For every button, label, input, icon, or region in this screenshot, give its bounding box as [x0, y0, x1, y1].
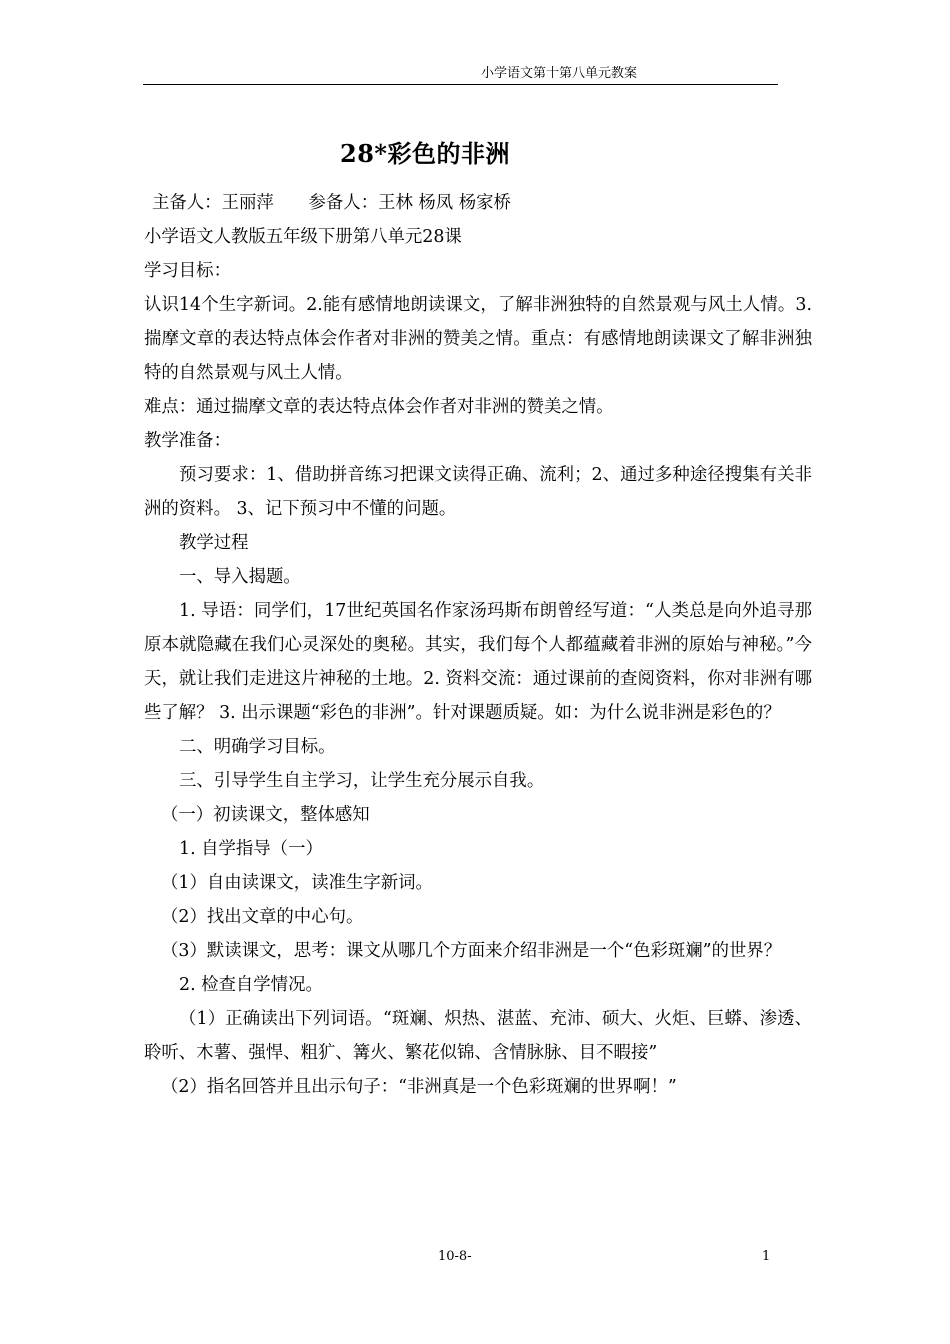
title-text: 28*彩色的非洲 — [340, 139, 510, 168]
guide-item-2: （2）找出文章的中心句。 — [161, 907, 364, 927]
document-body — [144, 186, 812, 1104]
teaching-process-heading: 教学过程 — [179, 533, 249, 553]
preview-requirements: 预习要求：1、借助拼音练习把课文读得正确、流利；2、通过多种途径搜集有关非洲的资料。 3、记下预习中不懂的问题。 — [144, 465, 812, 519]
section-one-heading: 一、导入揭题。 — [179, 567, 301, 587]
guide-item-1: （1）自由读课文，读准生字新词。 — [161, 873, 433, 893]
page-number: 1 — [762, 1249, 771, 1264]
section-three-heading: 三、引导学生自主学习，让学生充分展示自我。 — [179, 771, 545, 791]
subsection-first-reading: （一）初读课文，整体感知 — [161, 805, 370, 825]
learning-goals-text: 认识14个生字新词。2.能有感情地朗读课文，了解非洲独特的自然景观与风土人情。3.揣摩文章的表达特点体会作者对非洲的赞美之情。重点：有感情地朗读课文了解非洲独特的自然景观与风土人情。 — [144, 295, 812, 383]
course-info: 小学语文人教版五年级下册第八单元28课 — [144, 227, 462, 247]
difficulty-text: 难点：通过揣摩文章的表达特点体会作者对非洲的赞美之情。 — [144, 397, 614, 417]
introduction-text: 1. 导语：同学们，17世纪英国名作家汤玛斯布朗曾经写道：“人类总是向外追寻那原本就隐藏在我们心灵深处的奥秘。其实，我们每个人都蕴藏着非洲的原始与神秘。”今天，就让我们走进这片神秘的土地。2. 资料交流：通过课前的查阅资料，你对非洲有哪些了解？ 3. 出示课题“彩色的非洲”。针对课题质疑。如：为什么说非洲是彩色的？ — [144, 601, 812, 723]
header-text: 小学语文第十第八单元教案 — [481, 66, 638, 81]
page-header — [143, 66, 778, 85]
self-study-guide: 1. 自学指导（一） — [179, 839, 323, 859]
check-self-study: 2. 检查自学情况。 — [179, 975, 323, 995]
preparers-line: 主备人：王丽萍 参备人：王林 杨凤 杨家桥 — [152, 193, 511, 213]
vocabulary-list: （1）正确读出下列词语。“斑斓、炽热、湛蓝、充沛、硕大、火炬、巨蟒、渗透、聆听、木薯、强悍、粗犷、篝火、繁花似锦、含情脉脉、目不暇接” — [144, 1009, 812, 1063]
section-two-heading: 二、明确学习目标。 — [179, 737, 336, 757]
guide-item-3: （3）默读课文，思考：课文从哪几个方面来介绍非洲是一个“色彩斑斓”的世界？ — [161, 941, 782, 961]
answer-sentence: （2）指名回答并且出示句子：“非洲真是一个色彩斑斓的世界啊！” — [161, 1077, 677, 1097]
learning-goals-heading: 学习目标： — [144, 261, 231, 281]
preparation-heading: 教学准备： — [144, 431, 231, 451]
document-title — [0, 134, 950, 169]
footer-date: 10-8- — [438, 1249, 472, 1264]
